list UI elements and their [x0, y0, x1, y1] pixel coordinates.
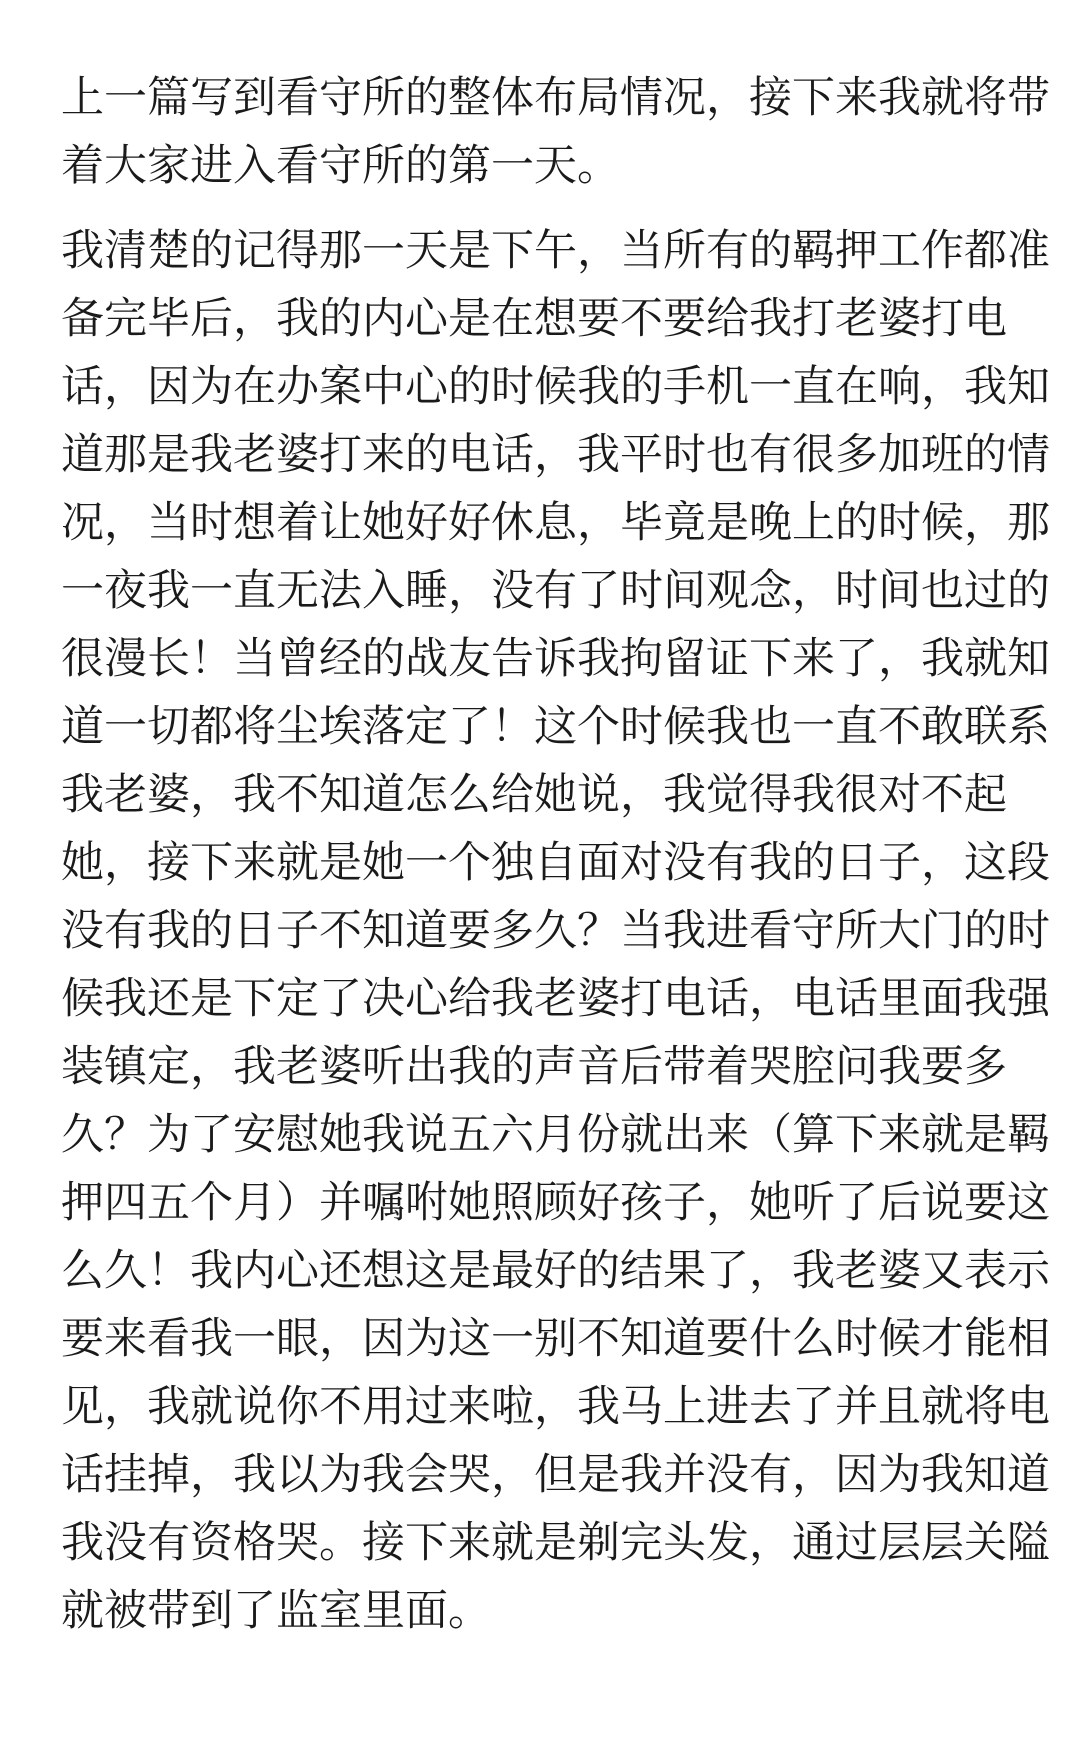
text-line: 我没有资格哭。接下来就是剃完头发，通过层层关隘	[61, 1518, 1050, 1568]
article-body	[61, 64, 1050, 1645]
text-line: 我老婆，我不知道怎么给她说，我觉得我很对不起	[61, 770, 1007, 820]
text-line: 况，当时想着让她好好休息，毕竟是晚上的时候，那	[61, 498, 1050, 548]
text-line: 就被带到了监室里面。	[61, 1586, 491, 1636]
text-line: 着大家进入看守所的第一天。	[61, 141, 620, 191]
text-line: 道那是我老婆打来的电话，我平时也有很多加班的情	[61, 430, 1050, 480]
text-line: 话挂掉，我以为我会哭，但是我并没有，因为我知道	[61, 1450, 1050, 1500]
paragraph-1	[61, 64, 1050, 200]
text-line: 没有我的日子不知道要多久？当我进看守所大门的时	[61, 906, 1050, 956]
paragraph-2	[61, 217, 1050, 1645]
text-line: 候我还是下定了决心给我老婆打电话，电话里面我强	[61, 974, 1050, 1024]
text-line: 道一切都将尘埃落定了！这个时候我也一直不敢联系	[61, 702, 1050, 752]
text-line: 押四五个月）并嘱咐她照顾好孩子，她听了后说要这	[61, 1178, 1050, 1228]
text-line: 装镇定，我老婆听出我的声音后带着哭腔问我要多	[61, 1042, 1007, 1092]
text-line: 她，接下来就是她一个独自面对没有我的日子，这段	[61, 838, 1050, 888]
text-line: 一夜我一直无法入睡，没有了时间观念，时间也过的	[61, 566, 1050, 616]
text-line: 要来看我一眼，因为这一别不知道要什么时候才能相	[61, 1314, 1050, 1364]
text-line: 久？为了安慰她我说五六月份就出来（算下来就是羁	[61, 1110, 1050, 1160]
text-line: 我清楚的记得那一天是下午，当所有的羁押工作都准	[61, 226, 1050, 276]
text-line: 话，因为在办案中心的时候我的手机一直在响，我知	[61, 362, 1050, 412]
text-line: 上一篇写到看守所的整体布局情况，接下来我就将带	[61, 73, 1050, 123]
text-line: 见，我就说你不用过来啦，我马上进去了并且就将电	[61, 1382, 1050, 1432]
text-line: 么久！我内心还想这是最好的结果了，我老婆又表示	[61, 1246, 1050, 1296]
text-line: 很漫长！当曾经的战友告诉我拘留证下来了，我就知	[61, 634, 1050, 684]
text-line: 备完毕后，我的内心是在想要不要给我打老婆打电	[61, 294, 1007, 344]
